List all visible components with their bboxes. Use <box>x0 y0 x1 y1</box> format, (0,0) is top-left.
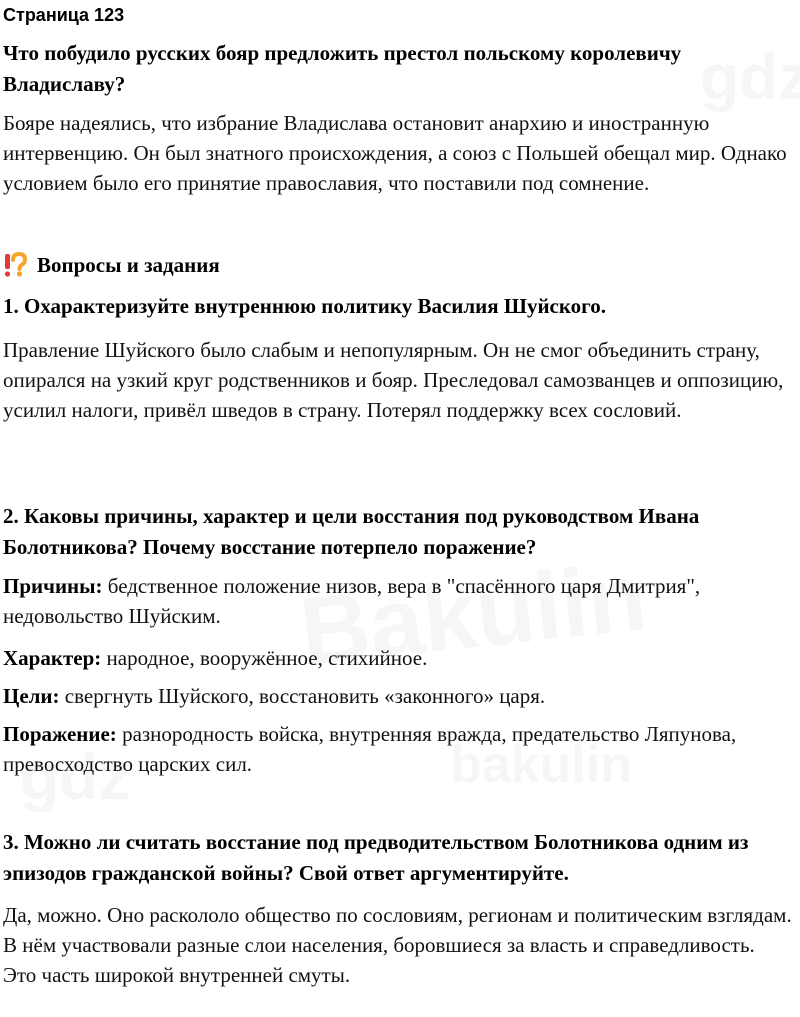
q2-goals-label: Цели: <box>3 684 60 708</box>
q2-character-label: Характер: <box>3 646 102 670</box>
q2-goals-text: свергнуть Шуйского, восстановить «законного» царя. <box>59 684 546 708</box>
q2-causes-text: бедственное положение низов, вера в "спасённого царя Дмитрия", недовольство Шуйским. <box>3 574 701 628</box>
q2-causes-label: Причины: <box>3 574 103 598</box>
page-label: Страница 123 <box>3 5 125 25</box>
answer-3: Да, можно. Оно раскололо общество по сословиям, регионам и политическим взглядам. В нём участвовали разные слои населения, боровшиеся за власть и справедливость. Это часть широкой внутренней смуты. <box>3 903 792 987</box>
section-title: Вопросы и задания <box>37 253 220 277</box>
intro-block <box>3 38 793 198</box>
q2-defeat-label: Поражение: <box>3 722 117 746</box>
q2-defeat <box>3 719 793 779</box>
question-1-block <box>3 291 793 425</box>
q2-defeat-text: разнородность войска, внутренняя вражда, предательство Ляпунова, превосходство царских сил. <box>3 722 737 776</box>
intro-question: Что побудило русских бояр предложить престол польскому королевичу Владиславу? <box>3 41 682 96</box>
intro-answer: Бояре надеялись, что избрание Владислава остановит анархию и иностранную интервенцию. Он был знатного происхождения, а союз с Польшей обещал мир. Однако условием было его принятие православия, что поставили под сомнение. <box>3 111 787 195</box>
exclamation-question-icon <box>3 252 29 278</box>
q2-character-text: народное, вооружённое, стихийное. <box>101 646 428 670</box>
q2-character <box>3 643 793 673</box>
answer-1: Правление Шуйского было слабым и непопулярным. Он не смог объединить страну, опирался на узкий круг родственников и бояр. Преследовал самозванцев и оппозицию, усилил налоги, привёл шведов в страну. Потерял поддержку всех сословий. <box>3 338 784 422</box>
question-1: 1. Охарактеризуйте внутреннюю политику Василия Шуйского. <box>3 294 606 318</box>
question-3-block <box>3 827 793 990</box>
question-2-block <box>3 501 793 779</box>
question-3: 3. Можно ли считать восстание под предводительством Болотникова одним из эпизодов гражданской войны? Свой ответ аргументируйте. <box>3 830 749 885</box>
section-heading <box>3 250 793 280</box>
question-2: 2. Каковы причины, характер и цели восстания под руководством Ивана Болотникова? Почему восстание потерпело поражение? <box>3 504 700 559</box>
q2-causes <box>3 571 793 631</box>
q2-goals <box>3 681 793 711</box>
